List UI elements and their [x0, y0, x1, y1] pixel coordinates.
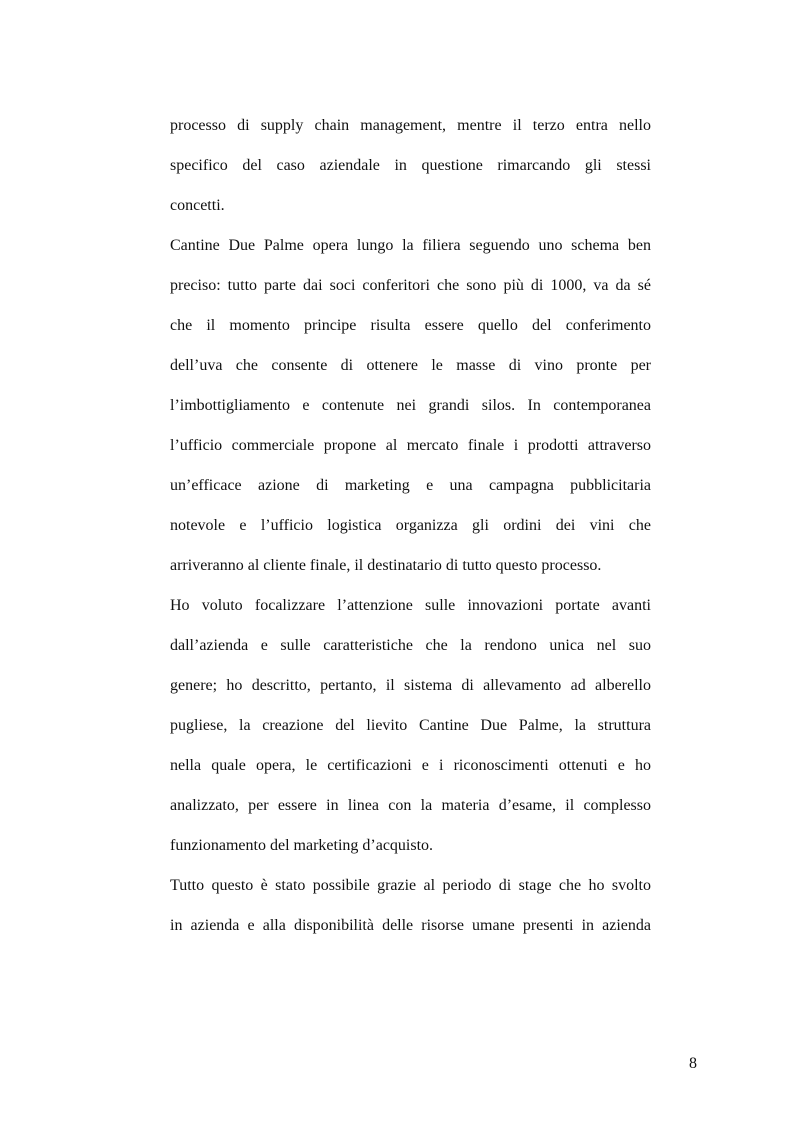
- text-line: l’imbottigliamento e contenute nei grandi silos. In contemporanea: [170, 397, 651, 414]
- text-line: arriveranno al cliente finale, il destinatario di tutto questo processo.: [170, 557, 602, 574]
- text-line: nella quale opera, le certificazioni e i riconoscimenti ottenuti e ho: [170, 757, 651, 774]
- text-line: l’ufficio commerciale propone al mercato finale i prodotti attraverso: [170, 437, 651, 454]
- paragraph-3: [170, 586, 651, 866]
- text-line: pugliese, la creazione del lievito Cantine Due Palme, la struttura: [170, 717, 651, 734]
- text-line: dell’uva che consente di ottenere le masse di vino pronte per: [170, 357, 651, 374]
- text-line: che il momento principe risulta essere quello del conferimento: [170, 317, 651, 334]
- text-line: specifico del caso aziendale in questione rimarcando gli stessi: [170, 157, 651, 174]
- text-line: in azienda e alla disponibilità delle risorse umane presenti in azienda: [170, 917, 651, 934]
- text-line: un’efficace azione di marketing e una campagna pubblicitaria: [170, 477, 651, 494]
- text-line: genere; ho descritto, pertanto, il sistema di allevamento ad alberello: [170, 677, 651, 694]
- text-line: processo di supply chain management, mentre il terzo entra nello: [170, 117, 651, 134]
- text-line: Cantine Due Palme opera lungo la filiera seguendo uno schema ben: [170, 237, 651, 254]
- paragraph-4: [170, 866, 651, 946]
- page-number: 8: [689, 1055, 697, 1072]
- paragraph-1: [170, 106, 651, 226]
- body-text: [170, 106, 651, 946]
- text-line: Tutto questo è stato possibile grazie al periodo di stage che ho svolto: [170, 877, 651, 894]
- text-line: funzionamento del marketing d’acquisto.: [170, 837, 434, 854]
- text-line: notevole e l’ufficio logistica organizza gli ordini dei vini che: [170, 517, 651, 534]
- paragraph-2: [170, 226, 651, 586]
- text-line: Ho voluto focalizzare l’attenzione sulle innovazioni portate avanti: [170, 597, 651, 614]
- text-line: analizzato, per essere in linea con la materia d’esame, il complesso: [170, 797, 651, 814]
- text-line: dall’azienda e sulle caratteristiche che la rendono unica nel suo: [170, 637, 651, 654]
- text-line: concetti.: [170, 197, 225, 214]
- text-line: preciso: tutto parte dai soci conferitori che sono più di 1000, va da sé: [170, 277, 651, 294]
